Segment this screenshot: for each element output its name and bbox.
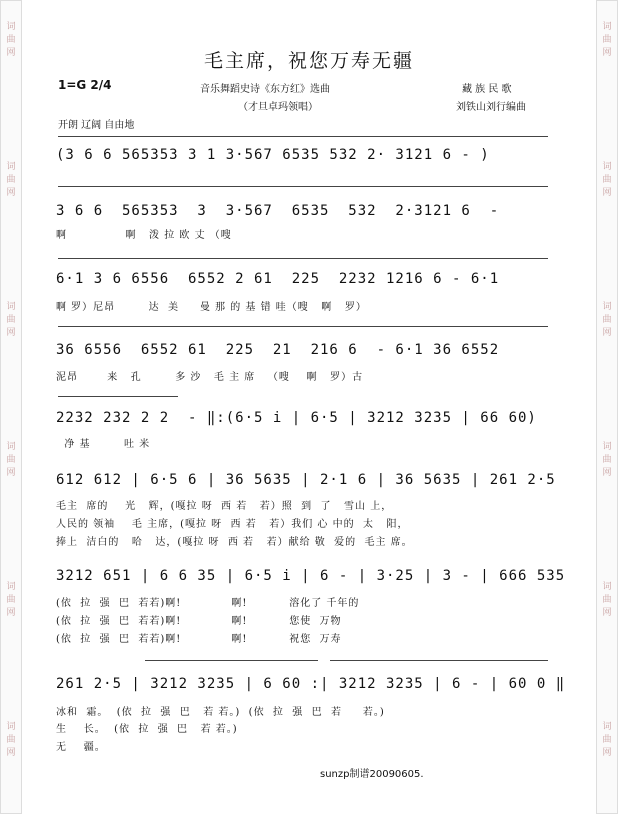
lyric-line: 捧上 洁白的 哈 达，(嘎拉 呀 西 若 若）献给 敬 爱的 毛主 席。 xyxy=(56,537,413,548)
watermark-text: 词曲网 xyxy=(602,582,612,618)
watermark-text: 词曲网 xyxy=(602,162,612,198)
lyric-line: 无 疆。 xyxy=(56,742,106,753)
song-title: 毛主席，祝您万寿无疆 xyxy=(203,50,414,72)
notation-row: 2232 232 2 2 - ‖:(6·5 i | 6·5 | 3212 3235 | 66 60) xyxy=(56,410,537,426)
left-watermark-strip xyxy=(0,0,22,814)
notation-row: 612 612 | 6·5 6 | 36 5635 | 2·1 6 | 36 5635 | 261 2·5 xyxy=(56,472,556,488)
lyric-line: 啊 啊 泼 拉 欧 丈 （嗖 xyxy=(56,230,232,241)
phrase-slur-line xyxy=(58,258,548,259)
subtitle: 音乐舞蹈史诗《东方红》选曲 xyxy=(200,84,330,95)
lyric-line: 毛主 席的 光 辉，(嘎拉 呀 西 若 若）照 到 了 雪山 上， xyxy=(56,501,393,512)
watermark-text: 词曲网 xyxy=(6,162,16,198)
lyric-line: 冰和 霜。 (依 拉 强 巴 若 若。) (依 拉 强 巴 若 若。) xyxy=(56,707,385,718)
lyric-line: 泥昂 来 孔 多 沙 毛 主 席 （嗖 啊 罗）古 xyxy=(56,372,364,383)
watermark-text: 词曲网 xyxy=(602,722,612,758)
singer-credit: （才旦卓玛领唱） xyxy=(238,102,318,113)
watermark-text: 词曲网 xyxy=(602,22,612,58)
key-signature: 1=G 2/4 xyxy=(58,78,112,92)
lyric-line: (依 拉 强 巴 若若)啊! 啊! 溶化了 千年的 xyxy=(56,598,360,609)
lyric-line: 生 长。 (依 拉 强 巴 若 若。) xyxy=(56,724,238,735)
watermark-text: 词曲网 xyxy=(6,722,16,758)
lyric-line: 净 基 吐 米 xyxy=(56,439,151,450)
notation-row: (3 6 6 565353 3 1 3·567 6535 532 2· 3121 6 - ) xyxy=(56,147,490,163)
notation-row: 3 6 6 565353 3 3·567 6535 532 2·3121 6 - xyxy=(56,203,500,219)
volta-bracket-3 xyxy=(330,660,548,661)
tempo-marking: 开朗 辽阔 自由地 xyxy=(58,120,135,131)
watermark-text: 词曲网 xyxy=(6,22,16,58)
origin-credit: 藏 族 民 歌 xyxy=(462,84,512,95)
volta-bracket-1-2 xyxy=(145,660,318,661)
phrase-slur-line xyxy=(58,326,548,327)
notation-row: 36 6556 6552 61 225 21 216 6 - 6·1 36 6552 xyxy=(56,342,500,358)
notation-row: 6·1 3 6 6556 6552 2 61 225 2232 1216 6 - 6·1 xyxy=(56,271,500,287)
watermark-text: 词曲网 xyxy=(6,442,16,478)
lyric-line: 啊 罗）尼昂 达 美 曼 那 的 基 错 哇（嗖 啊 罗） xyxy=(56,302,367,313)
phrase-slur-line xyxy=(58,136,548,137)
right-watermark-strip xyxy=(596,0,618,814)
notation-row: 261 2·5 | 3212 3235 | 6 60 :| 3212 3235 | 6 - | 60 0 ‖ xyxy=(56,676,566,692)
lyric-line: (依 拉 强 巴 若若)啊! 啊! 祝您 万寿 xyxy=(56,634,342,645)
lyric-line: 人民的 领袖 毛 主席，(嘎拉 呀 西 若 若）我们 心 中的 太 阳， xyxy=(56,519,409,530)
watermark-text: 词曲网 xyxy=(602,302,612,338)
phrase-slur-line xyxy=(58,396,178,397)
watermark-text: 词曲网 xyxy=(6,302,16,338)
notation-row: 3212 651 | 6 6 35 | 6·5 i | 6 - | 3·25 | 3 - | 666 535 xyxy=(56,568,566,584)
arranger-credit: 刘铁山刘行编曲 xyxy=(456,102,526,113)
lyric-line: (依 拉 强 巴 若若)啊! 啊! 您使 万物 xyxy=(56,616,342,627)
watermark-text: 词曲网 xyxy=(6,582,16,618)
phrase-slur-line xyxy=(58,186,548,187)
watermark-text: 词曲网 xyxy=(602,442,612,478)
transcriber-credit: sunzp制谱20090605. xyxy=(320,769,424,780)
